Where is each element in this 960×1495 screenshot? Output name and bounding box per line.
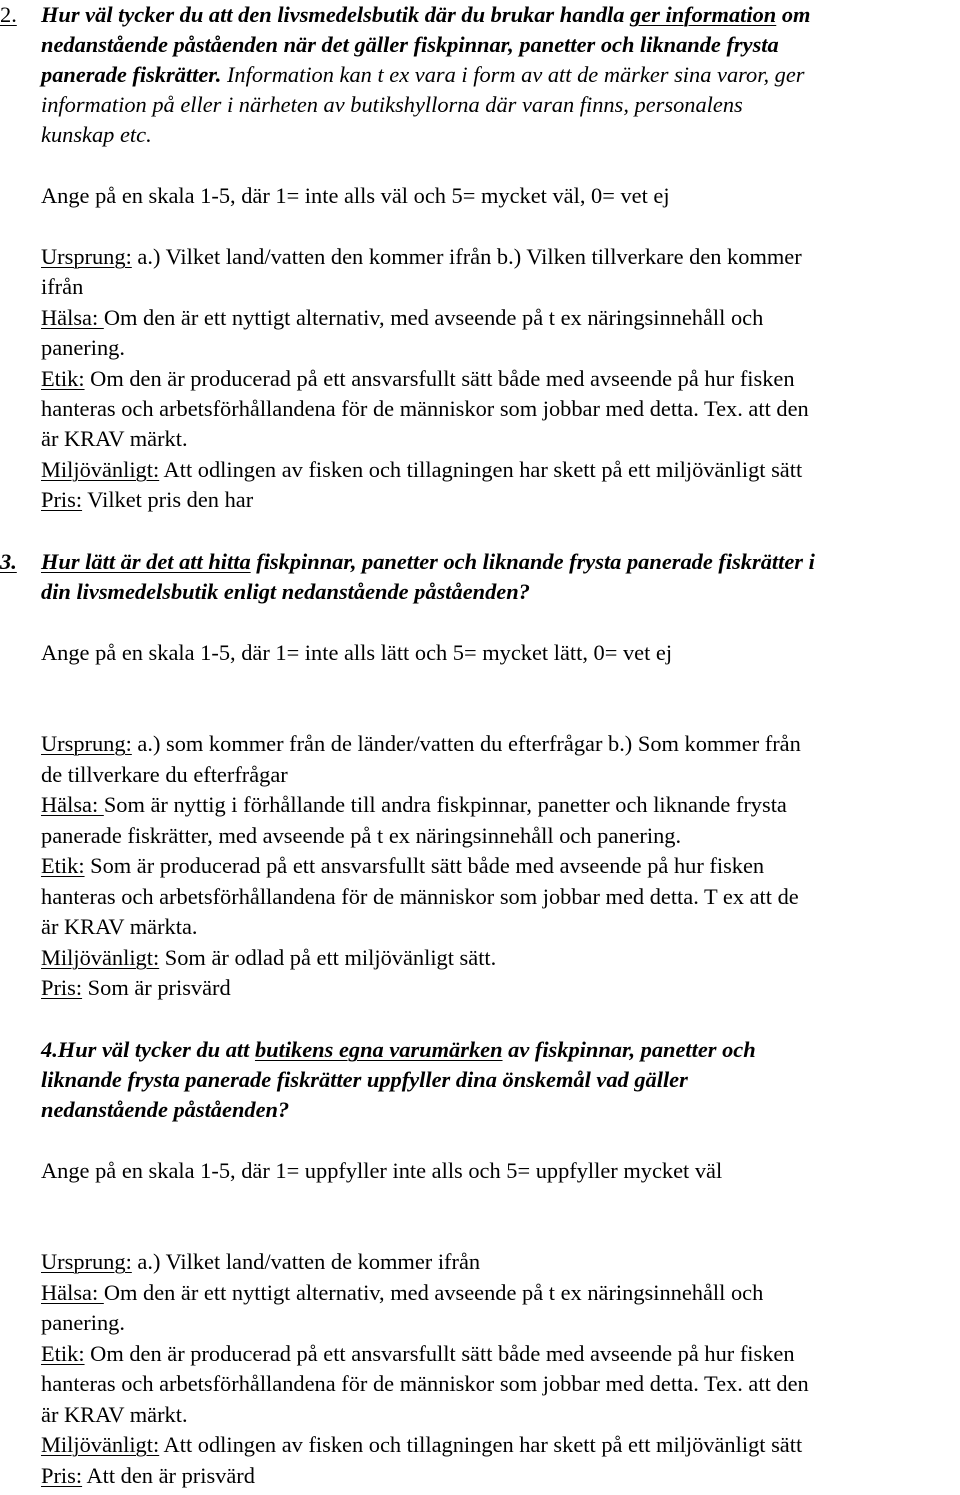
- question-2-line-1: [41, 0, 810, 30]
- question-2-ursprung: [41, 242, 802, 272]
- question-3-etik-cont-2: är KRAV märkta.: [41, 914, 198, 939]
- question-3-ursprung: [41, 729, 801, 759]
- question-4-line-1: [41, 1035, 756, 1065]
- criterion-label: Etik:: [41, 1341, 85, 1366]
- question-4-text: 4.Hur väl tycker du att: [41, 1037, 255, 1062]
- criterion-label: Pris:: [41, 975, 83, 1000]
- criterion-label: Pris:: [41, 487, 83, 512]
- question-4-etik-cont-2: är KRAV märkt.: [41, 1402, 188, 1427]
- criterion-text: Om den är producerad på ett ansvarsfullt sätt både med avseende på hur fisken: [84, 1341, 795, 1366]
- criterion-label: Pris:: [41, 1463, 83, 1488]
- question-4-text: av fiskpinnar, panetter och: [502, 1037, 756, 1062]
- question-4-pris: [41, 1461, 255, 1491]
- criterion-text: Att den är prisvärd: [82, 1463, 255, 1488]
- question-2-emphasis: ger information: [630, 2, 777, 27]
- criterion-text: Om den är ett nyttigt alternativ, med avseende på t ex näringsinnehåll och: [103, 1280, 764, 1305]
- question-2-line-4: information på eller i närheten av butikshyllorna där varan finns, personalens: [41, 92, 743, 117]
- criterion-label: Ursprung:: [41, 1249, 132, 1274]
- question-2-miljo: [41, 455, 802, 485]
- criterion-text: Som är prisvärd: [82, 975, 231, 1000]
- question-2-etik-cont: hanteras och arbetsförhållandena för de människor som jobbar med detta. Tex. att den: [41, 396, 809, 421]
- question-4-etik: [41, 1339, 795, 1369]
- question-4-halsa: [41, 1278, 763, 1308]
- criterion-label: Etik:: [41, 366, 85, 391]
- question-3-pris: [41, 973, 231, 1003]
- question-2-scale: Ange på en skala 1-5, där 1= inte alls väl och 5= mycket väl, 0= vet ej: [41, 183, 670, 208]
- criterion-text: a.) Vilket land/vatten de kommer ifrån: [131, 1249, 481, 1274]
- question-2-info: Information kan t ex vara i form av att de märker sina varor, ger: [221, 62, 805, 87]
- criterion-text: Om den är producerad på ett ansvarsfullt sätt både med avseende på hur fisken: [84, 366, 795, 391]
- question-3-scale: Ange på en skala 1-5, där 1= inte alls lätt och 5= mycket lätt, 0= vet ej: [41, 640, 673, 665]
- question-2-text: om: [776, 2, 811, 27]
- question-4-ursprung: [41, 1247, 480, 1277]
- question-2-pris: [41, 485, 253, 515]
- question-2-line-5: kunskap etc.: [41, 122, 152, 147]
- criterion-label: Miljövänligt:: [41, 457, 160, 482]
- question-4-line-3: nedanstående påståenden?: [41, 1097, 290, 1122]
- question-3-line-2: din livsmedelsbutik enligt nedanstående påståenden?: [41, 579, 530, 604]
- criterion-text: Som är odlad på ett miljövänligt sätt.: [159, 945, 497, 970]
- criterion-text: Vilket pris den har: [82, 487, 254, 512]
- criterion-text: a.) Vilket land/vatten den kommer ifrån b.) Vilken tillverkare den kommer: [131, 244, 802, 269]
- question-3-etik: [41, 851, 764, 881]
- question-4-halsa-cont: panering.: [41, 1310, 125, 1335]
- question-2-number: 2.: [0, 2, 17, 27]
- question-2-line-2: nedanstående påståenden när det gäller fiskpinnar, panetter och liknande frysta: [41, 32, 779, 57]
- question-2-text: panerade fiskrätter.: [41, 62, 222, 87]
- criterion-text: Om den är ett nyttigt alternativ, med avseende på t ex näringsinnehåll och: [103, 305, 764, 330]
- question-2-halsa-cont: panering.: [41, 335, 125, 360]
- criterion-text: Som är nyttig i förhållande till andra fiskpinnar, panetter och liknande frysta: [103, 792, 787, 817]
- question-4-etik-cont: hanteras och arbetsförhållandena för de människor som jobbar med detta. Tex. att den: [41, 1371, 809, 1396]
- criterion-text: Att odlingen av fisken och tillagningen har skett på ett miljövänligt sätt: [159, 457, 803, 482]
- criterion-text: a.) som kommer från de länder/vatten du efterfrågar b.) Som kommer från: [131, 731, 801, 756]
- question-4-scale: Ange på en skala 1-5, där 1= uppfyller inte alls och 5= uppfyller mycket väl: [41, 1158, 723, 1183]
- question-2-line-3: [41, 60, 805, 90]
- criterion-text: Att odlingen av fisken och tillagningen har skett på ett miljövänligt sätt: [159, 1432, 803, 1457]
- criterion-text: Som är producerad på ett ansvarsfullt sätt både med avseende på hur fisken: [84, 853, 765, 878]
- question-3-miljo: [41, 943, 496, 973]
- question-3-line-1: [41, 547, 815, 577]
- question-2-etik: [41, 364, 795, 394]
- question-4-emphasis: butikens egna varumärken: [254, 1037, 503, 1062]
- question-2-halsa: [41, 303, 763, 333]
- question-3-emphasis: Hur lätt är det att hitta: [41, 549, 251, 574]
- question-2-etik-cont-2: är KRAV märkt.: [41, 426, 188, 451]
- criterion-label: Ursprung:: [41, 244, 132, 269]
- criterion-label: Hälsa:: [41, 1280, 104, 1305]
- question-4-line-2: liknande frysta panerade fiskrätter uppfyller dina önskemål vad gäller: [41, 1067, 688, 1092]
- question-2-text: Hur väl tycker du att den livsmedelsbutik där du brukar handla: [41, 2, 631, 27]
- criterion-label: Miljövänligt:: [41, 945, 160, 970]
- criterion-label: Ursprung:: [41, 731, 132, 756]
- criterion-label: Hälsa:: [41, 792, 104, 817]
- question-3-text: fiskpinnar, panetter och liknande frysta panerade fiskrätter i: [250, 549, 815, 574]
- criterion-label: Miljövänligt:: [41, 1432, 160, 1457]
- criterion-label: Etik:: [41, 853, 85, 878]
- question-2-ursprung-cont: ifrån: [41, 274, 84, 299]
- criterion-label: Hälsa:: [41, 305, 104, 330]
- question-3-ursprung-cont: de tillverkare du efterfrågar: [41, 762, 288, 787]
- question-3-halsa: [41, 790, 787, 820]
- question-3-etik-cont: hanteras och arbetsförhållandena för de människor som jobbar med detta. T ex att de: [41, 884, 799, 909]
- question-4-miljo: [41, 1430, 802, 1460]
- question-3-number: 3.: [0, 549, 17, 574]
- question-3-halsa-cont: panerade fiskrätter, med avseende på t ex näringsinnehåll och panering.: [41, 823, 682, 848]
